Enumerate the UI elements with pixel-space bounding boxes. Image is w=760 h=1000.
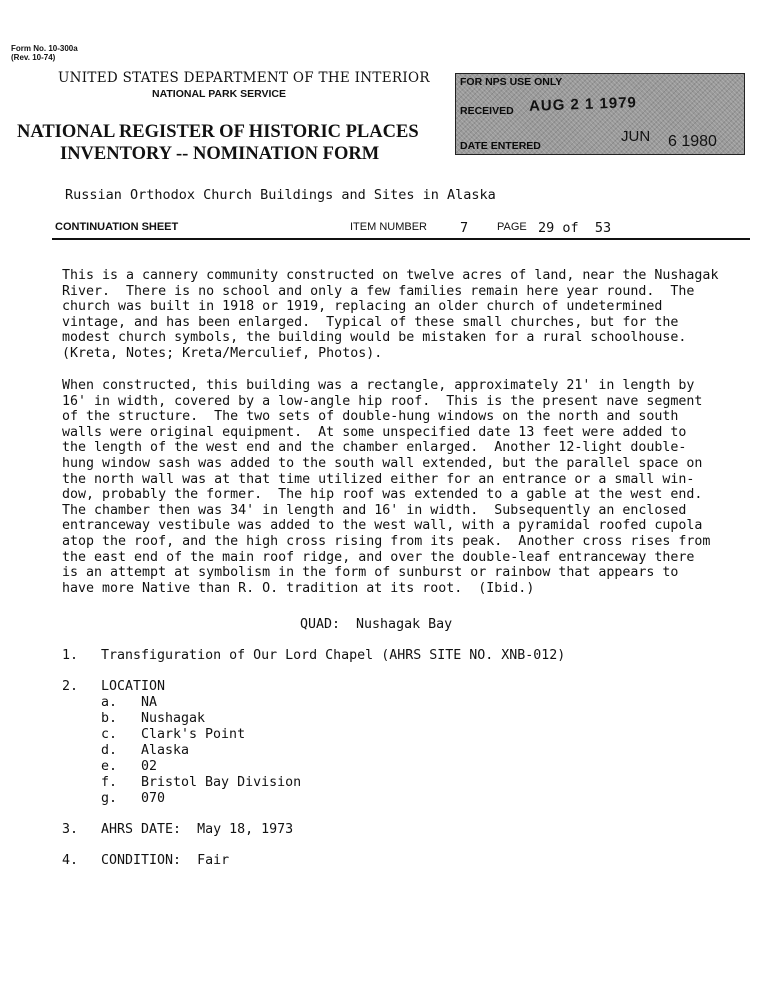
received-label: RECEIVED	[460, 105, 514, 117]
location-value: NA	[141, 695, 158, 710]
service-name: NATIONAL PARK SERVICE	[152, 88, 286, 100]
paragraph-line: the north wall was at that time utilized either for an entrance or a small win-	[62, 471, 695, 487]
location-value: Nushagak	[141, 711, 206, 726]
paragraph-line: (Kreta, Notes; Kreta/Merculief, Photos).	[62, 345, 383, 361]
item-number-label: ITEM NUMBER	[350, 221, 427, 233]
paragraph-line: 16' in width, covered by a low-angle hip roof. This is the present nave segment	[62, 393, 703, 409]
location-row	[101, 759, 301, 775]
paragraph-line: the east end of the main roof ridge, and over the double-leaf entranceway there	[62, 549, 695, 565]
paragraph-line: of the structure. The two sets of double-hung windows on the north and south	[62, 409, 679, 425]
form-no-line: Form No. 10-300a	[11, 44, 78, 53]
entered-date-stamp: 6 1980	[668, 133, 717, 150]
item-1-text: Transfiguration of Our Lord Chapel (AHRS SITE NO. XNB-012)	[101, 648, 566, 663]
location-value: 070	[141, 791, 166, 806]
date-entered-label: DATE ENTERED	[460, 140, 541, 152]
location-row	[101, 727, 301, 743]
location-row	[101, 695, 301, 711]
paragraph-2	[62, 378, 712, 596]
location-value: Alaska	[141, 743, 190, 758]
paragraph-line: hung window sash was added to the south wall extended, but the parallel space on	[62, 455, 703, 471]
document-subject: Russian Orthodox Church Buildings and Sites in Alaska	[65, 187, 496, 203]
paragraph-line: This is a cannery community constructed on twelve acres of land, near the Nushagak	[62, 268, 719, 283]
paragraph-line: modest church symbols, the building would be mistaken for a rural schoolhouse.	[62, 330, 687, 346]
paragraph-line: church was built in 1918 or 1919, replacing an older church of undetermined	[62, 299, 663, 315]
paragraph-1	[62, 268, 719, 362]
department-name: UNITED STATES DEPARTMENT OF THE INTERIOR	[58, 70, 430, 86]
location-value: 02	[141, 759, 158, 774]
item-3-number: 3.	[62, 822, 79, 837]
location-key: d.	[101, 743, 118, 758]
paragraph-line: have more Native than R. O. tradition at its root. (Ibid.)	[62, 580, 535, 596]
page-label: PAGE	[497, 221, 527, 233]
form-number	[11, 44, 78, 62]
location-key: c.	[101, 727, 118, 742]
location-list	[101, 695, 301, 807]
form-rev-line: (Rev. 10-74)	[11, 53, 56, 62]
location-row	[101, 791, 301, 807]
header-divider	[52, 238, 750, 240]
paragraph-line: the length of the west end and the chamber enlarged. Another 12-light double-	[62, 440, 687, 456]
item-2-number: 2.	[62, 679, 79, 694]
location-value: Clark's Point	[141, 727, 246, 742]
form-title-line2: INVENTORY -- NOMINATION FORM	[60, 144, 380, 164]
location-key: g.	[101, 791, 118, 806]
item-4-number: 4.	[62, 853, 79, 868]
nps-use-only-label: FOR NPS USE ONLY	[460, 76, 563, 88]
item-2-text: LOCATION	[101, 679, 166, 694]
item-1-number: 1.	[62, 648, 79, 663]
paragraph-line: walls were original equipment. At some unspecified date 13 feet were added to	[62, 424, 687, 440]
location-row	[101, 743, 301, 759]
paragraph-line: entranceway vestibule was added to the west wall, with a pyramidal roofed cupola	[62, 518, 703, 534]
continuation-sheet-label: CONTINUATION SHEET	[55, 221, 179, 233]
location-row	[101, 775, 301, 791]
paragraph-line: River. There is no school and only a few families remain here year round. The	[62, 283, 695, 299]
paragraph-line: vintage, and has been enlarged. Typical of these small churches, but for the	[62, 314, 679, 330]
form-title-line1: NATIONAL REGISTER OF HISTORIC PLACES	[17, 122, 419, 142]
entered-month-stamp: JUN	[621, 128, 651, 145]
paragraph-line: dow, probably the former. The hip roof was extended to a gable at the west end.	[62, 487, 703, 503]
quad-label: QUAD: Nushagak Bay	[300, 617, 453, 632]
paragraph-line: is an attempt at symbolism in the form of sunburst or rainbow that appears to	[62, 565, 679, 581]
paragraph-line: atop the roof, and the high cross rising from its peak. Another cross rises from	[62, 533, 711, 549]
item-4-text: CONDITION: Fair	[101, 853, 230, 868]
paragraph-line: The chamber then was 34' in length and 16' in width. Subsequently an enclosed	[62, 502, 687, 518]
item-3-text: AHRS DATE: May 18, 1973	[101, 822, 294, 837]
location-row	[101, 711, 301, 727]
received-date-stamp: AUG 2 1 1979	[528, 94, 638, 115]
location-key: b.	[101, 711, 118, 726]
nps-use-only-stamp	[455, 73, 745, 155]
location-key: e.	[101, 759, 118, 774]
location-key: f.	[101, 775, 118, 790]
item-number-value: 7	[460, 220, 469, 236]
location-value: Bristol Bay Division	[141, 775, 302, 790]
paragraph-line: When constructed, this building was a rectangle, approximately 21' in length by	[62, 378, 695, 393]
page-value: 29 of 53	[538, 220, 612, 236]
location-key: a.	[101, 695, 118, 710]
